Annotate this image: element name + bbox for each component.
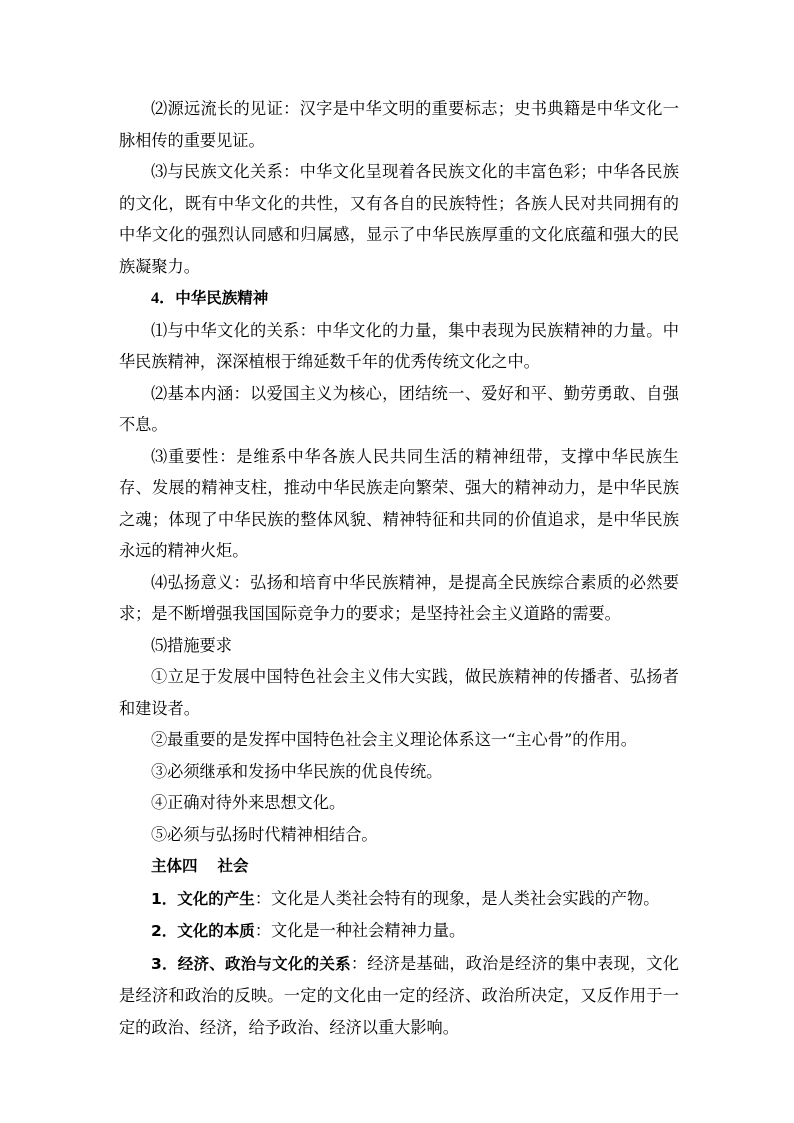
section-title: 中华民族精神 xyxy=(175,289,269,307)
theme-item-essence xyxy=(119,915,679,948)
list-item-measure-1: ①立足于发展中国特色社会主义伟大实践，做民族精神的传播者、弘扬者和建设者。 xyxy=(119,667,679,718)
item-number: 2． xyxy=(151,922,178,940)
paragraph-measures: ⑸措施要求 xyxy=(151,635,232,655)
theme-item-relationship xyxy=(119,948,679,1044)
item-number: 1． xyxy=(151,889,178,908)
paragraph-witness: ⑵源远流长的见证：汉字是中华文明的重要标志；史书典籍是中华文化一脉相传的重要见证。 xyxy=(119,99,679,150)
paragraph-connotation: ⑵基本内涵：以爱国主义为核心，团结统一、爱好和平、勤劳勇敢、自强不息。 xyxy=(119,383,679,434)
item-text: ：文化是一种社会精神力量。 xyxy=(254,921,466,940)
paragraph-ethnic-culture: ⑶与民族文化关系：中华文化呈现着各民族文化的丰富色彩；中华各民族的文化，既有中华文化的共性，又有各自的民族特性；各族人民对共同拥有的中华文化的强烈认同感和归属感，显示了中华民族厚重的文化底蕴和强大的民族凝聚力。 xyxy=(119,162,679,276)
list-item-measure-4: ④正确对待外来思想文化。 xyxy=(151,793,346,812)
section-heading-national-spirit xyxy=(119,282,679,315)
theme-heading xyxy=(119,850,679,883)
list-item-measure-2: ②最重要的是发挥中国特色社会主义理论体系这一“主心骨”的作用。 xyxy=(151,730,637,749)
item-text: ：经济是基础，政治是经济的集中表现，文化是经济和政治的反映。一定的文化由一定的经济、政治所决定，又反作用于一定的政治、经济，给予政治、经济以重大影响。 xyxy=(119,953,679,1037)
paragraph-relation: ⑴与中华文化的关系：中华文化的力量，集中表现为民族精神的力量。中华民族精神，深深植根于绵延数千年的优秀传统文化之中。 xyxy=(119,320,679,371)
theme-item-origin xyxy=(119,883,679,916)
paragraph-importance: ⑶重要性：是维系中华各族人民共同生活的精神纽带，支撑中华民族生存、发展的精神支柱，推动中华民族走向繁荣、强大的精神动力，是中华民族之魂；体现了中华民族的整体风貌、精神特征和共同的价值追求，是中华民族永远的精神火炬。 xyxy=(119,446,679,560)
item-label: 文化的产生 xyxy=(177,889,255,908)
item-number: 3． xyxy=(151,954,178,973)
section-number: 4． xyxy=(151,289,176,307)
item-label: 文化的本质 xyxy=(177,922,255,940)
paragraph-significance: ⑷弘扬意义：弘扬和培育中华民族精神，是提高全民族综合素质的必然要求；是不断增强我国国际竞争力的要求；是坚持社会主义道路的需要。 xyxy=(119,572,679,623)
item-label: 经济、政治与文化的关系 xyxy=(177,954,351,973)
theme-label: 主体四 xyxy=(151,857,198,875)
item-text: ：文化是人类社会特有的现象，是人类社会实践的产物。 xyxy=(254,888,660,908)
list-item-measure-3: ③必须继承和发扬中华民族的优良传统。 xyxy=(151,761,443,781)
theme-title: 社会 xyxy=(217,857,249,875)
document-page xyxy=(119,93,679,1043)
list-item-measure-5: ⑤必须与弘扬时代精神相结合。 xyxy=(151,824,378,844)
